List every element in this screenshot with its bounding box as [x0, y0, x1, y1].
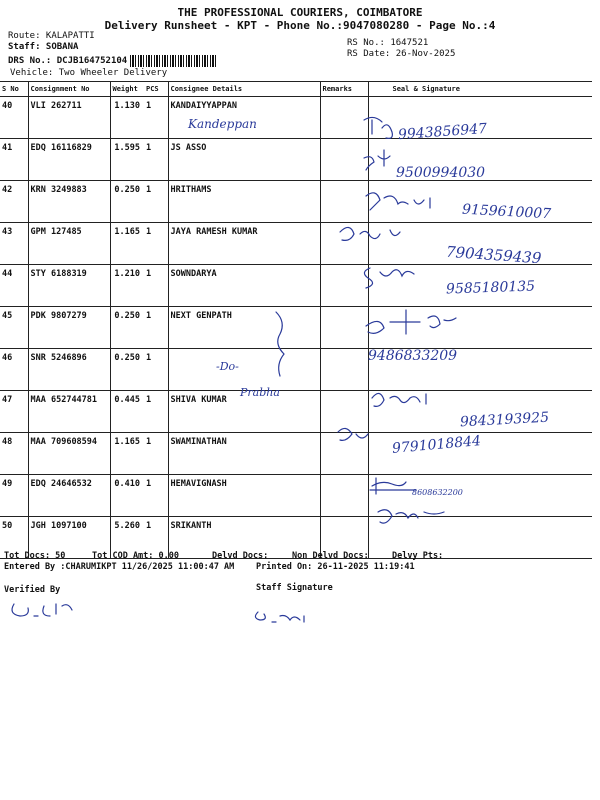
handwritten-phone-row41: 9500994030 — [396, 165, 486, 181]
row-sno: 40 — [0, 97, 28, 139]
row-sno: 46 — [0, 349, 28, 391]
verified-by-label: Verified By — [4, 585, 61, 595]
row-sno: 48 — [0, 433, 28, 475]
row-consignee: KANDAIYYAPPAN — [168, 97, 320, 139]
staff-signature-label: Staff Signature — [256, 583, 333, 593]
col-pcs: PCS — [144, 82, 168, 97]
row-pcs: 1 — [144, 349, 168, 391]
handwritten-phone-row48: 9791018844 — [391, 433, 482, 457]
row-consignment: PDK 9807279 — [28, 307, 110, 349]
delivery-points: Delvy Pts: — [392, 551, 444, 561]
row-weight: 1.595 — [110, 139, 144, 181]
row-consignee: NEXT GENPATH — [168, 307, 320, 349]
row-pcs: 1 — [144, 181, 168, 223]
row-weight: 1.210 — [110, 265, 144, 307]
handwritten-ditto: -Do- — [216, 360, 239, 373]
col-consignment: Consignment No — [28, 82, 110, 97]
non-delivered-docs: Non Delvd Docs: — [292, 551, 369, 561]
row-consignee: SOWNDARYA — [168, 265, 320, 307]
row-consignment: MAA 709608594 — [28, 433, 110, 475]
col-remarks: Remarks — [320, 82, 368, 97]
total-cod-amount: Tot COD Amt: 0.00 — [92, 551, 179, 561]
row-consignment: VLI 262711 — [28, 97, 110, 139]
route-label: Route: KALAPATTI — [8, 31, 95, 41]
entered-by: Entered By :CHARUMIKPT 11/26/2025 11:00:47 AM — [4, 562, 235, 572]
staff-label: Staff: SOBANA — [8, 42, 79, 52]
row-weight: 1.165 — [110, 433, 144, 475]
row-consignee: SWAMINATHAN — [168, 433, 320, 475]
row-consignee: SHIVA KUMAR — [168, 391, 320, 433]
runsheet-title: Delivery Runsheet - KPT - Phone No.:9047080280 - Page No.:4 — [104, 19, 496, 32]
row-sno: 45 — [0, 307, 28, 349]
row-pcs: 1 — [144, 139, 168, 181]
row-pcs: 1 — [144, 433, 168, 475]
row-weight: 0.250 — [110, 307, 144, 349]
row-consignment: GPM 127485 — [28, 223, 110, 265]
row-pcs: 1 — [144, 265, 168, 307]
handwritten-name-prabha: Prabha — [240, 386, 280, 399]
total-docs: Tot Docs: 50 — [4, 551, 66, 561]
row-consignment: JGH 1097100 — [28, 517, 110, 559]
handwritten-phone-row47: 9843193925 — [459, 409, 550, 431]
row-weight: 0.250 — [110, 349, 144, 391]
drs-number: DRS No.: DCJB164752104 — [8, 56, 128, 66]
row-weight: 0.250 — [110, 181, 144, 223]
row-weight: 5.260 — [110, 517, 144, 559]
row-sno: 43 — [0, 223, 28, 265]
handwritten-phone-row46: 9486833209 — [368, 348, 458, 364]
delivered-docs: Delvd Docs: — [212, 551, 269, 561]
row-weight: 1.130 — [110, 97, 144, 139]
company-title: THE PROFESSIONAL COURIERS, COIMBATORE — [177, 6, 423, 19]
row-weight: 0.445 — [110, 391, 144, 433]
row-consignment: MAA 652744781 — [28, 391, 110, 433]
row-sno: 41 — [0, 139, 28, 181]
rs-date: RS Date: 26-Nov-2025 — [347, 49, 456, 59]
row-pcs: 1 — [144, 223, 168, 265]
row-consignment: STY 6188319 — [28, 265, 110, 307]
handwritten-phone-row44: 9585180135 — [445, 278, 536, 298]
row-pcs: 1 — [144, 475, 168, 517]
row-weight: 1.165 — [110, 223, 144, 265]
vehicle-label: Vehicle: Two Wheeler Delivery — [10, 68, 168, 78]
row-consignee: SRIKANTH — [168, 517, 320, 559]
row-sno: 47 — [0, 391, 28, 433]
handwritten-phone-row43: 7904359439 — [445, 242, 542, 268]
row-consignee: JAYA RAMESH KUMAR — [168, 223, 320, 265]
col-consignee: Consignee Details — [168, 82, 320, 97]
row-consignee: HRITHAMS — [168, 181, 320, 223]
row-consignee: JS ASSO — [168, 139, 320, 181]
handwritten-name-kandeppan: Kandeppan — [188, 117, 257, 131]
col-sno: S No — [0, 82, 28, 97]
col-weight: Weight — [110, 82, 144, 97]
row-sno: 44 — [0, 265, 28, 307]
row-sno: 50 — [0, 517, 28, 559]
row-pcs: 1 — [144, 517, 168, 559]
row-pcs: 1 — [144, 97, 168, 139]
row-consignee: HEMAVIGNASH — [168, 475, 320, 517]
handwritten-phone-row42: 9159610007 — [461, 201, 552, 223]
handwritten-phone-row40: 9943856947 — [397, 120, 488, 144]
row-consignment: EDQ 16116829 — [28, 139, 110, 181]
row-consignment: KRN 3249883 — [28, 181, 110, 223]
row-consignment: SNR 5246896 — [28, 349, 110, 391]
row-sno: 42 — [0, 181, 28, 223]
printed-on: Printed On: 26-11-2025 11:19:41 — [256, 562, 415, 572]
row-consignment: EDQ 24646532 — [28, 475, 110, 517]
row-pcs: 1 — [144, 307, 168, 349]
row-weight: 0.410 — [110, 475, 144, 517]
handwritten-phone-row49: 8608632200 — [412, 488, 463, 497]
row-pcs: 1 — [144, 391, 168, 433]
rs-number: RS No.: 1647521 — [347, 38, 429, 48]
col-signature: Seal & Signature — [368, 82, 592, 97]
row-sno: 49 — [0, 475, 28, 517]
